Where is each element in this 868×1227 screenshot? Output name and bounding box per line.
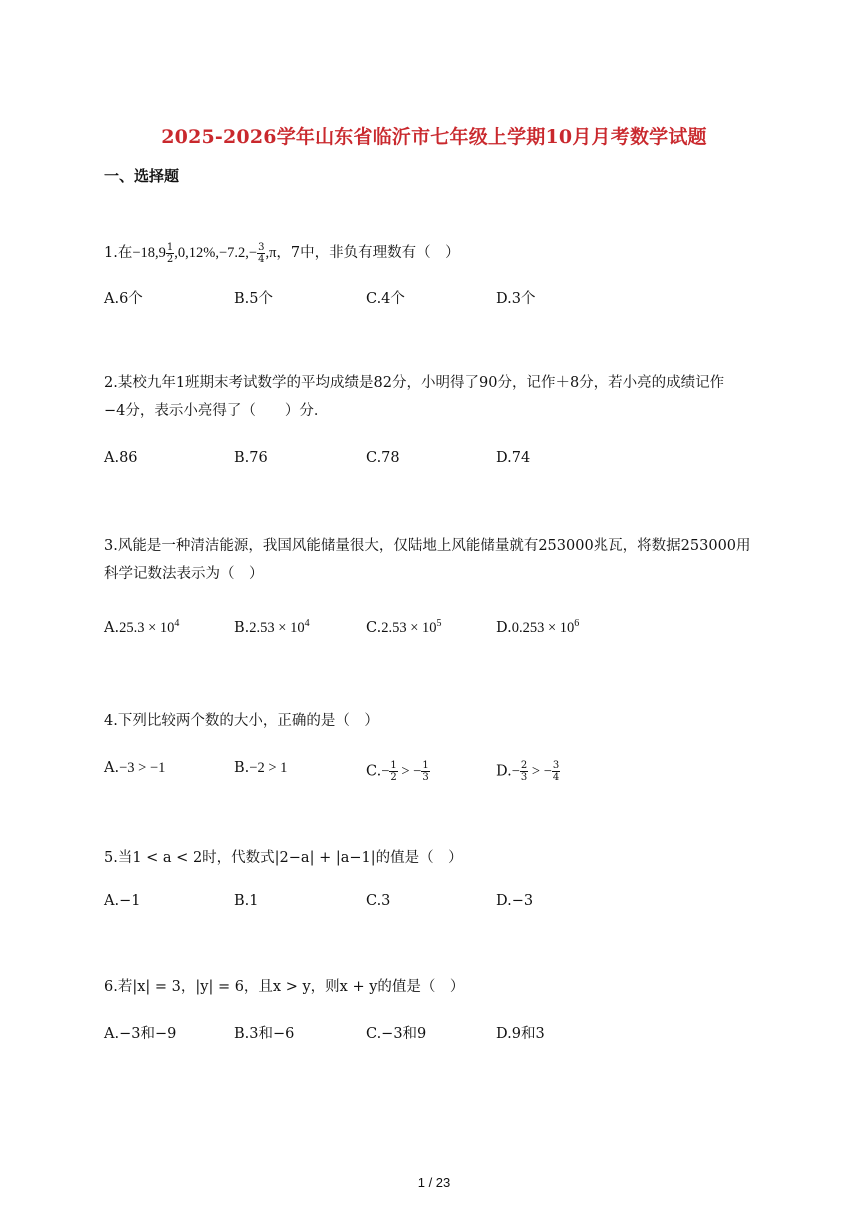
question-1-stem: 1.在−18,9 $\frac{1}{2}$ ,0,12%,−7.2,− $\frac{3}{4}$ ,π，7中，非负有理数有（ ） [104, 241, 460, 265]
question-4-stem: 4.下列比较两个数的大小，正确的是（ ） [104, 713, 379, 729]
page-indicator: 1 / 23 [417, 1175, 451, 1190]
option-d[interactable]: D.9和3 [496, 1026, 545, 1042]
question-3-options [104, 618, 764, 648]
option-d[interactable]: $D.0.253 \times 10^6$ [496, 618, 580, 636]
option-a[interactable]: $A.25.3 \times 10^4$ [104, 618, 180, 636]
option-c[interactable]: C.78 [366, 450, 400, 466]
option-a[interactable]: A.86 [104, 450, 138, 466]
question-2-stem: 2.某校九年1班期末考试数学的平均成绩是82分，小明得了90分，记作＋8分，若小亮的成绩记作 −4分，表示小亮得了（ ）分． [104, 375, 725, 419]
option-c[interactable]: C.− $\frac{1}{2}$ > − $\frac{1}{3}$ [366, 760, 429, 783]
question-5-options [104, 893, 764, 923]
section-heading: 一、选择题 [104, 167, 180, 185]
option-d[interactable]: D.74 [496, 450, 531, 466]
option-a[interactable]: A.−1 [104, 893, 141, 909]
option-c[interactable]: C.−3和9 [366, 1026, 427, 1042]
option-c[interactable]: C.4个 [366, 291, 405, 307]
option-b[interactable]: B.3和−6 [234, 1026, 295, 1042]
option-c[interactable]: $C.2.53 \times 10^5$ [366, 618, 442, 636]
question-6-options [104, 1022, 764, 1052]
option-b[interactable]: B.1 [234, 893, 259, 909]
question-5-stem: 5.当1 < a < 2时，代数式|2−a| + |a−1|的值是（ ） [104, 850, 463, 866]
question-6-stem: 6.若|x| = 3，|y| = 6，且x > y，则x + y的值是（ ） [104, 979, 465, 995]
option-b[interactable]: B.−2 > 1 [234, 760, 288, 776]
question-4-options [104, 760, 764, 790]
question-1-options [104, 287, 764, 317]
option-b[interactable]: B.5个 [234, 291, 273, 307]
option-d[interactable]: D.−3 [496, 893, 534, 909]
option-c[interactable]: C.3 [366, 893, 391, 909]
question-3-stem: 3.风能是一种清洁能源，我国风能储量很大，仅陆地上风能储量就有253000兆瓦，将数据253000用 科学记数法表示为（ ） [104, 538, 751, 582]
option-a[interactable]: A.−3和−9 [104, 1026, 177, 1042]
fraction: $\frac{1}{2}$ [166, 241, 174, 265]
option-d[interactable]: D.3个 [496, 291, 536, 307]
question-2-options [104, 450, 764, 480]
option-b[interactable]: B.76 [234, 450, 268, 466]
option-a[interactable]: A.−3 > −1 [104, 760, 166, 776]
option-a[interactable]: A.6个 [104, 291, 143, 307]
document-title: 2025-2026学年山东省临沂市七年级上学期10月月考数学试题 [161, 126, 707, 148]
option-b[interactable]: $B.2.53 \times 10^4$ [234, 618, 310, 636]
fraction: $\frac{3}{4}$ [258, 241, 265, 265]
option-d[interactable]: D.− $\frac{2}{3}$ > − $\frac{3}{4}$ [496, 760, 560, 783]
